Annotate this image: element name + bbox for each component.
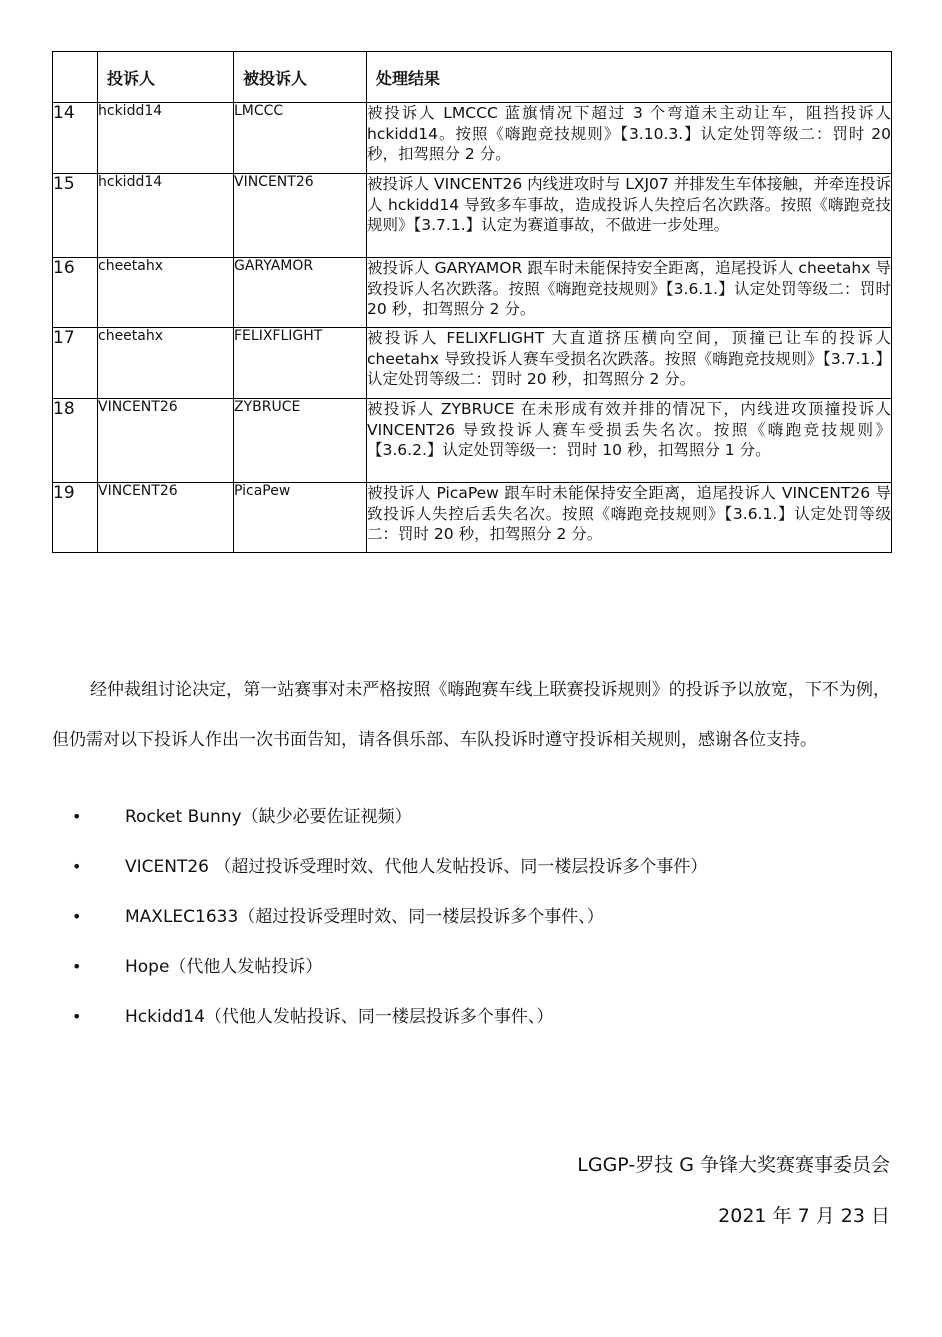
table-row bbox=[53, 483, 892, 553]
bullet-icon: • bbox=[72, 957, 82, 976]
result-cell: 被投诉人 PicaPew 跟车时未能保持安全距离，追尾投诉人 VINCENT26 导致投诉人失控后丢失名次。按照《嗨跑竞技规则》【3.6.1.】认定处罚等级二：罚时 20 秒，扣驾照分 2 分。 bbox=[367, 483, 892, 553]
table-row bbox=[53, 103, 892, 174]
header-number bbox=[53, 52, 98, 103]
respondent-cell: LMCCC bbox=[234, 103, 367, 174]
list-item-text: Hope（代他人发帖投诉） bbox=[125, 957, 323, 977]
signature-organization: LGGP-罗技 G 争锋大奖赛赛事委员会 bbox=[577, 1154, 890, 1176]
row-number: 19 bbox=[53, 483, 98, 553]
respondent-cell: PicaPew bbox=[234, 483, 367, 553]
respondent-cell: GARYAMOR bbox=[234, 258, 367, 328]
list-item-text: MAXLEC1633（超过投诉受理时效、同一楼层投诉多个事件、） bbox=[125, 907, 604, 927]
header-result: 处理结果 bbox=[367, 52, 892, 103]
list-item bbox=[72, 897, 707, 947]
list-item bbox=[72, 847, 707, 897]
complainant-cell: hckidd14 bbox=[98, 103, 234, 174]
complainant-cell: cheetahx bbox=[98, 258, 234, 328]
bullet-icon: • bbox=[72, 807, 82, 826]
complainant-cell: hckidd14 bbox=[98, 174, 234, 258]
row-number: 14 bbox=[53, 103, 98, 174]
respondent-cell: ZYBRUCE bbox=[234, 399, 367, 483]
header-complainant: 投诉人 bbox=[98, 52, 234, 103]
complainant-cell: cheetahx bbox=[98, 328, 234, 399]
row-number: 17 bbox=[53, 328, 98, 399]
result-cell: 被投诉人 FELIXFLIGHT 大直道挤压横向空间，顶撞已让车的投诉人 cheetahx 导致投诉人赛车受损名次跌落。按照《嗨跑竞技规则》【3.7.1.】认定处罚等级二：罚时 20 秒，扣驾照分 2 分。 bbox=[367, 328, 892, 399]
row-number: 15 bbox=[53, 174, 98, 258]
table-row bbox=[53, 399, 892, 483]
list-item bbox=[72, 997, 707, 1047]
notice-list bbox=[72, 797, 707, 1047]
notice-paragraph: 经仲裁组讨论决定，第一站赛事对未严格按照《嗨跑赛车线上联赛投诉规则》的投诉予以放宽，下不为例，但仍需对以下投诉人作出一次书面告知，请各俱乐部、车队投诉时遵守投诉相关规则，感谢各位支持。 bbox=[52, 680, 890, 750]
bullet-icon: • bbox=[72, 907, 82, 926]
table-header-row bbox=[53, 52, 892, 103]
table-row bbox=[53, 328, 892, 399]
header-respondent: 被投诉人 bbox=[234, 52, 367, 103]
list-item bbox=[72, 797, 707, 847]
list-item-text: Rocket Bunny（缺少必要佐证视频） bbox=[125, 807, 412, 827]
bullet-icon: • bbox=[72, 1007, 82, 1026]
complainant-cell: VINCENT26 bbox=[98, 483, 234, 553]
respondent-cell: VINCENT26 bbox=[234, 174, 367, 258]
row-number: 16 bbox=[53, 258, 98, 328]
result-cell: 被投诉人 GARYAMOR 跟车时未能保持安全距离，追尾投诉人 cheetahx 导致投诉人名次跌落。按照《嗨跑竞技规则》【3.6.1.】认定处罚等级二：罚时 20 秒，扣驾照分 2 分。 bbox=[367, 258, 892, 328]
bullet-icon: • bbox=[72, 857, 82, 876]
respondent-cell: FELIXFLIGHT bbox=[234, 328, 367, 399]
table-row bbox=[53, 258, 892, 328]
result-cell: 被投诉人 ZYBRUCE 在未形成有效并排的情况下，内线进攻顶撞投诉人 VINCENT26 导致投诉人赛车受损丢失名次。按照《嗨跑竞技规则》【3.6.2.】认定处罚等级一：罚时 10 秒，扣驾照分 1 分。 bbox=[367, 399, 892, 483]
table-row bbox=[53, 174, 892, 258]
signature-date: 2021 年 7 月 23 日 bbox=[718, 1205, 890, 1227]
list-item-text: Hckidd14（代他人发帖投诉、同一楼层投诉多个事件、） bbox=[125, 1007, 554, 1027]
result-cell: 被投诉人 LMCCC 蓝旗情况下超过 3 个弯道未主动让车，阻挡投诉人 hckidd14。按照《嗨跑竞技规则》【3.10.3.】认定处罚等级二：罚时 20 秒，扣驾照分 2 分。 bbox=[367, 103, 892, 174]
complaints-table bbox=[52, 51, 892, 553]
list-item-text: VICENT26 （超过投诉受理时效、代他人发帖投诉、同一楼层投诉多个事件） bbox=[125, 857, 708, 877]
list-item bbox=[72, 947, 707, 997]
row-number: 18 bbox=[53, 399, 98, 483]
complainant-cell: VINCENT26 bbox=[98, 399, 234, 483]
result-cell: 被投诉人 VINCENT26 内线进攻时与 LXJ07 并排发生车体接触，并牵连投诉人 hckidd14 导致多车事故，造成投诉人失控后名次跌落。按照《嗨跑竞技规则》【3.7.1.】认定为赛道事故，不做进一步处理。 bbox=[367, 174, 892, 258]
